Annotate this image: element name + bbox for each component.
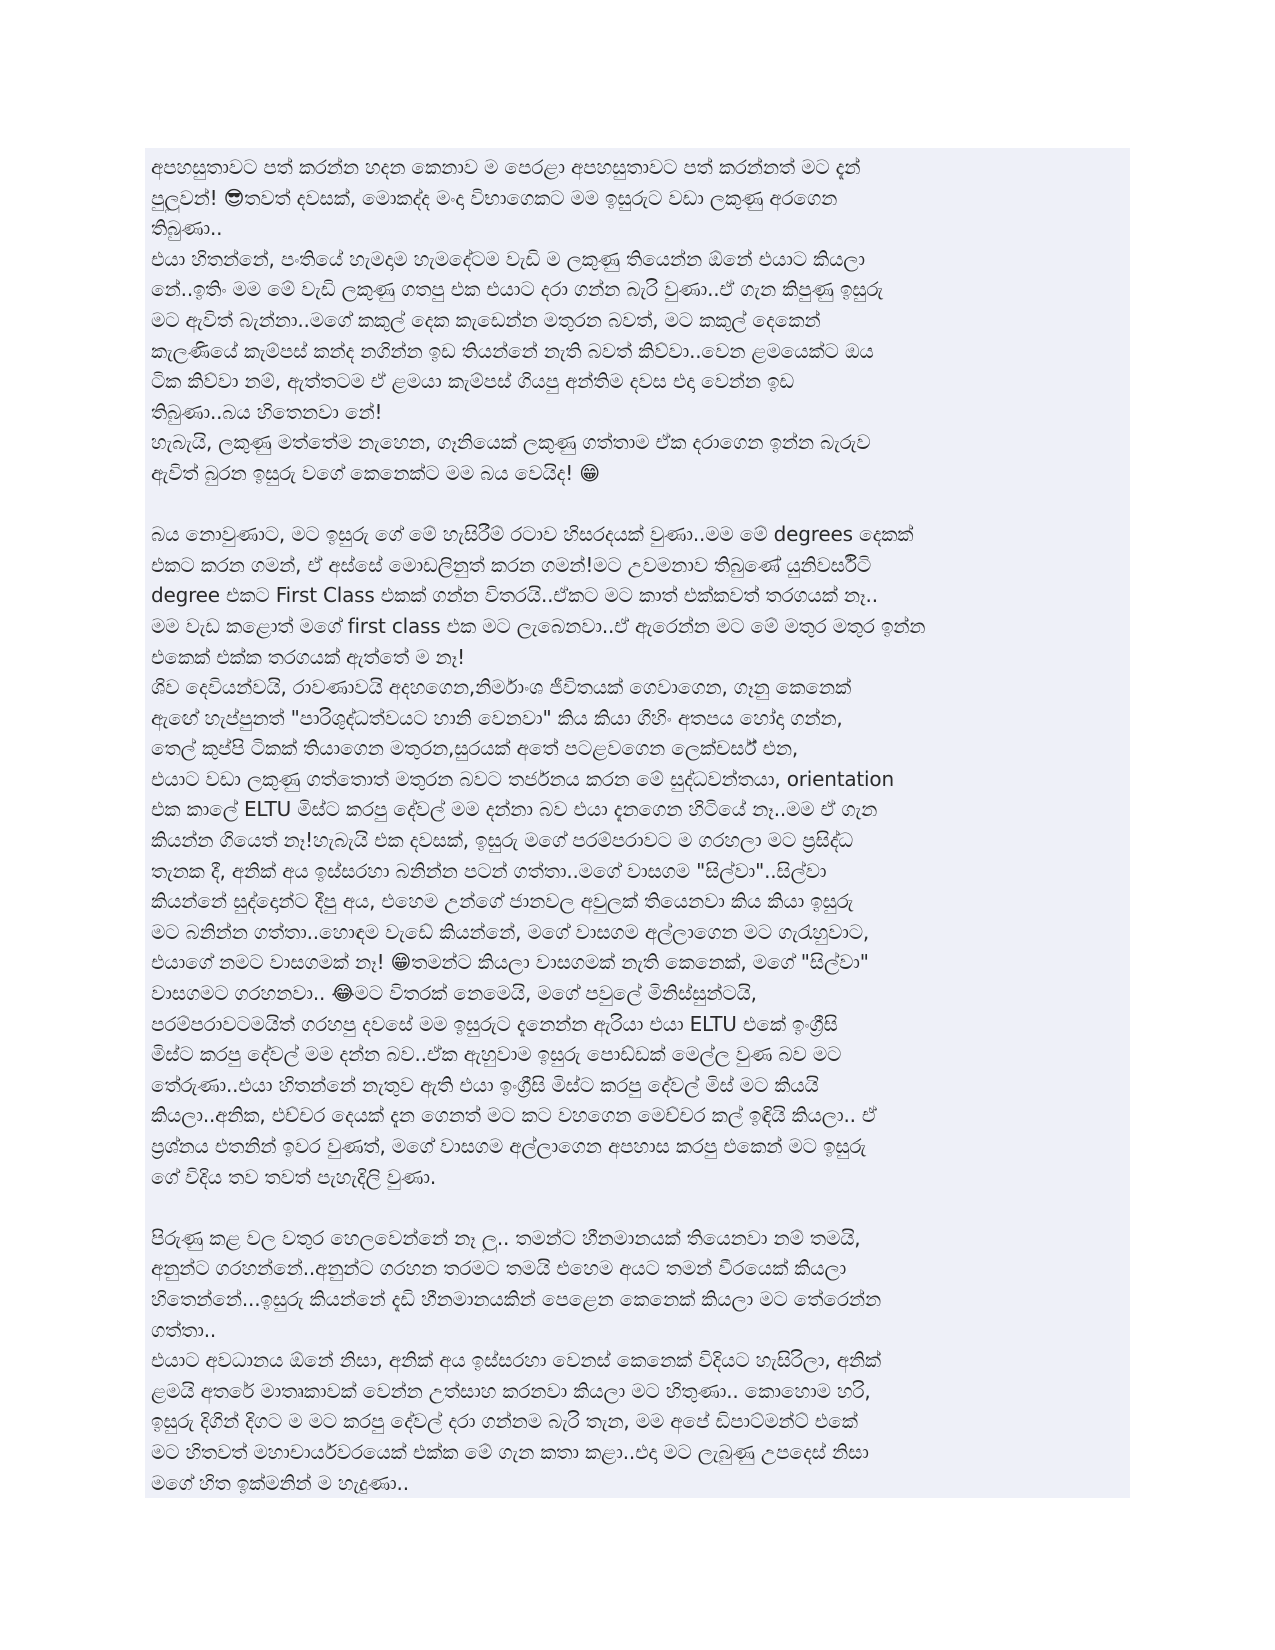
text-line: එයාට අවධානය ඕනේ නිසා, අනික් අය ඉස්සරහා වෙනස් කෙනෙක් විදියට හැසිරිලා, අනික් (151, 1348, 881, 1373)
text-line: ඇඟේ හැප්පුනත් "පාරිශුද්ධත්වයට හානි වෙනවා" කිය කියා ගිහිං අතපය හෝදා ගන්න, (151, 705, 843, 730)
text-line: මිස්ට කරපු දේවල් මම දන්න බව..ඒක ඇහුවාම ඉසුරු පොඩ්ඩක් මෙල්ල වුණ බව මට (151, 1042, 842, 1067)
text-line: ටික කිව්වා නම්, ඇත්තටම ඒ ළමයා කැම්පස් ගියපු අන්තිම දවස එදා වෙන්න ඉඩ (151, 369, 794, 394)
text-line: ළමයි අතරේ මාතෘකාවක් වෙන්න උත්සාහ කරනවා කියලා මට හිතුණා.. කොහොම හරි, (151, 1378, 871, 1403)
text-line: ගත්තා.. (151, 1317, 217, 1342)
text-block (145, 148, 1130, 1498)
text-line: තෙල් කුප්පි ටිකක් තියාගෙන මතුරන,සුරයක් අතේ පටළවගෙන ලෙක්චර්ස් එන, (151, 736, 799, 761)
text-line: හැබැයි, ලකුණු මත්තේම නැහෙන, ගෑනියෙක් ලකුණු ගත්තාම ඒක දරාගෙන ඉන්න බැරුව (151, 430, 871, 455)
text-line: එයාට වඩා ලකුණු ගත්තොත් මතුරන බවට තර්ජනය කරන මේ සුද්ධවන්තයා, orientation (151, 766, 894, 791)
text-line: එකට කරන ගමන්, ඒ අස්සේ මොඩලිනුත් කරන ගමන්!මට උවමනාව තිබුණේ යුනිවර්සිටි (151, 552, 872, 577)
text-line: නේ..ඉතිං මම මේ වැඩි ලකුණු ගතපු එක එයාට දරා ගන්න බැරි වුණා..ඒ ගැන කිපුණු ඉසුරු (151, 277, 883, 302)
text-line: එයා හිතන්නේ, පංතියේ හැමදාම හැමදේටම වැඩි ම ලකුණු තියෙන්න ඕනේ එයාට කියලා (151, 246, 865, 271)
text-line: කියලා..අනික, එච්චර දෙයක් දැන ගෙනත් මට කට වහගෙන මෙච්චර කල් ඉඳියි කියලා.. ඒ (151, 1103, 877, 1128)
text-line: මට හිතවත් මහාචාර්යවරයෙක් එක්ක මේ ගැන කතා කළා..එදා මට ලැබුණු උපදෙස් නිසා (151, 1439, 869, 1464)
text-line: පිරුණු කළ වල වතුර හෙලවෙන්නේ නෑ ලු.. තමන්ට හීනමානයක් තියෙනවා නම් තමයි, (151, 1225, 861, 1250)
text-line: එක කාලේ ELTU මිස්ට කරපු දේවල් මම දන්නා බව එයා දැනගෙන හිටියේ නෑ..මම ඒ ගැන (151, 797, 878, 822)
text-line: ප්‍රශ්නය එතනින් ඉවර වුණත්, මගේ වාසගම අල්ලාගෙන අපහාස කරපු එකෙන් මට ඉසුරු (151, 1134, 867, 1158)
text-line: ඉසුරු දිගින් දිගට ම මට කරපු දේවල් දරා ගන්නම බැරි තැන, මම අපේ ඩිපාට්මන්ට් එකේ (151, 1409, 858, 1434)
text-line: එයාගේ නමට වාසගමක් නෑ! 😁තමන්ට කියලා වාසගමක් නැති කෙනෙක්, මගේ "සිල්වා" (151, 950, 869, 975)
text-line: මට ඇවිත් බැන්නා..මගේ කකුල් දෙක කැඩෙන්න මතුරන බවත්, මට කකුල් දෙකෙන් (151, 307, 821, 332)
text-line: කියන්නේ සුද්දොන්ට දීපු අය, එහෙම උන්ගේ ජානවල අවුලක් තියෙනවා කිය කියා ඉසුරු (151, 889, 854, 914)
text-line: පරම්පරාවටමයිත් ගරහපු දවසේ මම ඉසුරුට දැනෙන්න ඇරියා එයා ELTU එකේ ඉංග්‍රීසි (151, 1011, 838, 1036)
text-line: කැලණියේ කැම්පස් කන්ද නගින්න ඉඩ තියන්නේ නැති බවත් කිව්වා..වෙන ළමයෙක්ට ඔය (151, 338, 874, 363)
text-line: වාසගමට ගරහනවා.. 😂මට විතරක් නෙමෙයි, මගේ පවුලේ මිනිස්සුන්ටයි, (151, 981, 757, 1006)
paragraph-gap (151, 489, 1124, 520)
text-line: බය නොවුණාට, මට ඉසුරු ගේ මේ හැසිරීම් රටාව හිසරදයක් වුණා..මම මේ degrees දෙකක් (151, 522, 914, 547)
paragraph-gap (151, 1192, 1124, 1223)
text-line: මට බනින්න ගත්තා..හොඳම වැඩේ කියන්නේ, මගේ වාසගම අල්ලාගෙන මට ගැරැහුවාට, (151, 919, 870, 944)
text-line: මගේ හිත ඉක්මනින් ම හැදුණා.. (151, 1470, 409, 1495)
text-line: තේරුණා..එයා හිතන්නේ නැතුව ඇති එයා ඉංග්‍රීසි මිස්ට කරපු දේවල් මිස් මට කියයි (151, 1072, 819, 1097)
text-line: අනුන්ට ගරහන්නේ..අනුන්ට ගරහන තරමට තමයි එහෙම අයට තමන් වීරයෙක් කියලා (151, 1256, 847, 1281)
text-line: පුලුවන්! 😎තවත් දවසක්, මොකද්ද මංදා විභාගෙකට මම ඉසුරුට වඩා ලකුණු අරගෙන (151, 185, 838, 210)
text-line: තැනක දී, අනික් අය ඉස්සරහා බනින්න පටන් ගත්තා..මගේ වාසගම "සිල්වා"..සිල්වා (151, 858, 827, 883)
text-line: ගේ විදිය තව තවත් පැහැදිලි වුණා. (151, 1164, 436, 1189)
text-line: degree එකට First Class එකක් ගන්න විතරයි..ඒකට මට කාත් එක්කවත් තරගයක් නෑ.. (151, 583, 878, 608)
text-line: කියන්න ගියෙත් නෑ!හැබැයි එක දවසක්, ඉසුරු මගේ පරම්පරාවට ම ගරහලා මට ප්‍රසිද්ධ (151, 828, 854, 853)
text-line: තිබුණා..බය හිතෙනවා නේ! (151, 399, 383, 424)
text-line: මම වැඩ කළොත් මගේ first class එක මට ලැබෙනවා..ඒ ඇරෙන්න මට මේ මතුර මතුර ඉන්න (151, 613, 926, 638)
text-line: ශිව දෙවියන්වයි, රාවණාවයි අදහගෙන,නිර්මාංශ ජීවිතයක් ගෙවාගෙන, ගෑනු කෙනෙක් (151, 675, 852, 700)
text-line: ඇවිත් බුරන ඉසුරු වගේ කෙනෙක්ට මම බය වෙයිද! 😁 (151, 460, 600, 485)
text-line: තිබුණා.. (151, 216, 223, 241)
text-line: එකෙක් එක්ක තරගයක් ඇත්තේ ම නෑ! (151, 644, 465, 669)
text-line: අපහසුතාවට පත් කරන්න හදන කෙනාව ම පෙරළා අපහසුතාවට පත් කරන්නත් මට දැන් (151, 155, 861, 179)
text-line: හිතෙන්නේ...ඉසුරු කියන්නේ දැඩි හීනමානයකින් පෙළෙන කෙනෙක් කියලා මට තේරෙන්න (151, 1286, 882, 1311)
